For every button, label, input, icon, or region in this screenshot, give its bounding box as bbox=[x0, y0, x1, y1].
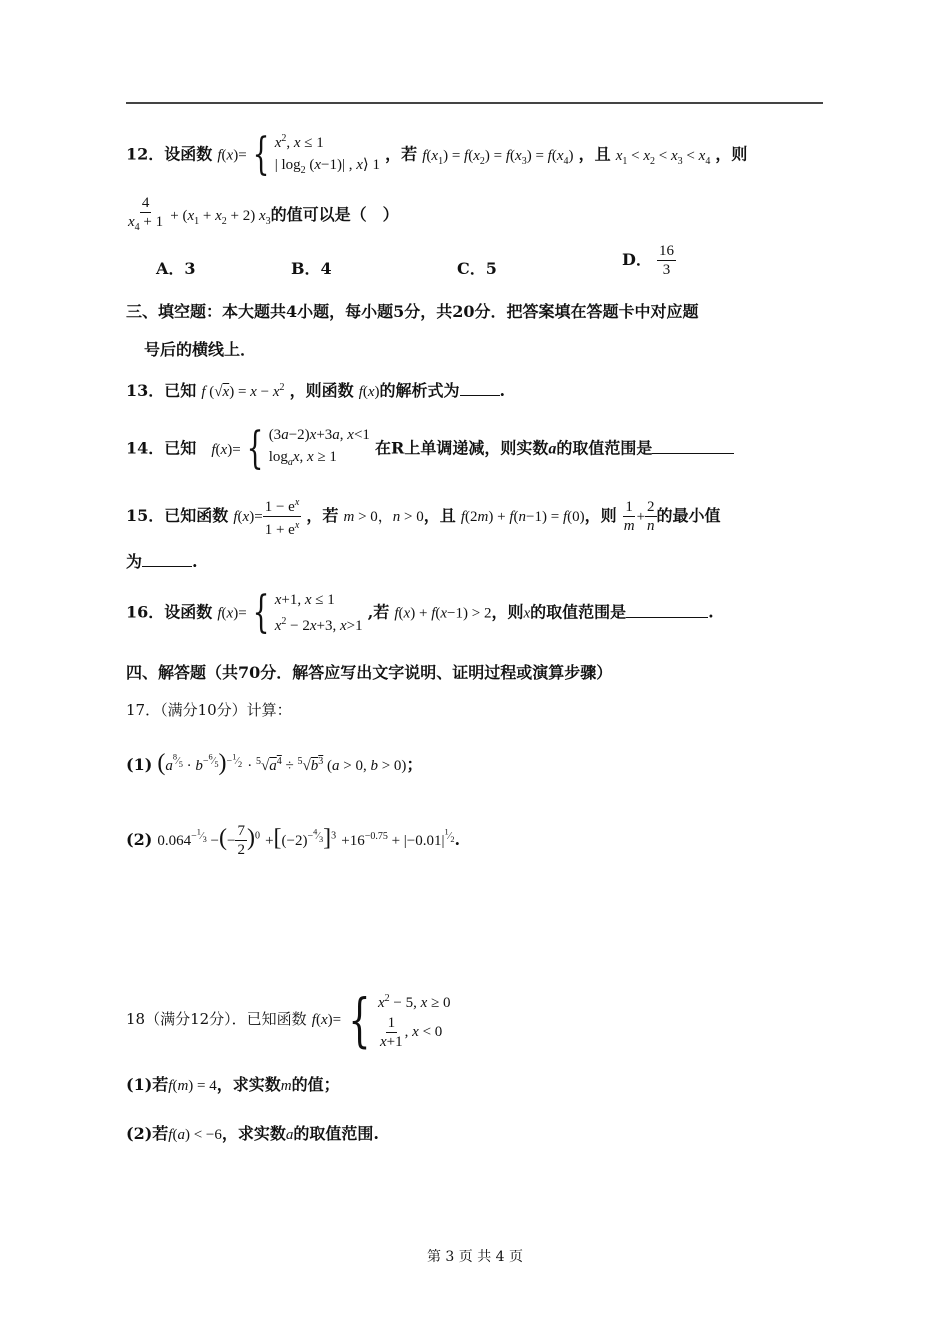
question-13: 13．已知 f $(√x) = x - x^2$ ，则函数 f(x)的解析式为 . bbox=[126, 381, 506, 400]
question-17-title: 17．（满分10分）计算： bbox=[126, 701, 292, 719]
option-b[interactable]: B．4 bbox=[291, 259, 332, 278]
question-12-expression: $\frac{4}{x_4 + 1}$ + $(x_1 + x_2 + 2)$ $x_3$的值可以是（ ） bbox=[126, 194, 399, 237]
option-d[interactable]: D． $\frac{16}{3}$ bbox=[622, 243, 674, 278]
fraction-16-over-3: $\frac{16}{3}$ bbox=[658, 243, 674, 278]
page-footer: 第 3 页 共 4 页 bbox=[426, 1249, 524, 1265]
answer-blank-16[interactable] bbox=[626, 603, 708, 618]
question-16: 16．设函数 f(x)= { x+1, x ≤ 1 $x^2 - 2x+3$, x>1 ,若 f(x) + f(x−1) > 2，则x的取值范围是 . bbox=[126, 587, 714, 638]
piecewise-function: x+1, x ≤ 1 $x^2 - 2x+3$, x>1 bbox=[274, 592, 363, 634]
question-18: 18（满分12分）．已知函数 f(x)= { $x^2 - 5$, x ≥ 0 $\frac{1}{x+1}$ , x < 0 bbox=[126, 985, 451, 1054]
piecewise-function: (3a−2)x+3a, x<1 $\log_ax$, x ≥ 1 bbox=[268, 427, 370, 468]
fraction-ex: $\frac{1 - e^x}{1 + e^x}$ bbox=[263, 494, 302, 539]
equal-values-condition: $f(x_1) = f(x_2) = f(x_3) = f(x_4)$ bbox=[422, 147, 574, 167]
section-4-heading: 四、解答题（共70分．解答应写出文字说明、证明过程或演算步骤） bbox=[126, 663, 613, 682]
section-3-heading-cont: 号后的横线上． bbox=[144, 340, 257, 359]
answer-blank-14[interactable] bbox=[652, 439, 734, 454]
question-17-part-2: (2) $0.064^{-^1⁄_3}$ −(− $\frac{7}{2}$ )$^0 +[(-2)^{-^4⁄_3}]^3 +16^{-0.75} + |-0.01|^{^1⁄_2}$. bbox=[126, 823, 461, 858]
answer-blank-15[interactable] bbox=[142, 552, 192, 567]
fraction-4-over-x4plus1: $\frac{4}{x_4 + 1}$ bbox=[128, 195, 164, 233]
question-12: 12．设函数 f(x)= { $x^2$, x ≤ 1 | $\log_2 (x-1)|$ , x⟩ 1 ，若 $f(x_1) = f(x_2) = f(x_3) = f(x_4)$ ，且 $x_1 < x_2 < x_3 < x_4$ ，则 bbox=[126, 129, 748, 180]
piecewise-function: $x^2$, x ≤ 1 | $\log_2 (x-1)|$ , x⟩ 1 bbox=[274, 133, 381, 176]
piecewise-function: $x^2 - 5$, x ≥ 0 $\frac{1}{x+1}$ , x < 0 bbox=[378, 993, 451, 1050]
header-rule bbox=[126, 102, 823, 104]
question-17-part-1: (1) $(a^{^8⁄_5} \cdot b^{-^6⁄_5})^{-^1⁄_2} \cdot ^5√a^4 \div ^5√b^3$ (a > 0, b > 0)； bbox=[126, 750, 423, 776]
section-3-heading: 三、填空题：本大题共4小题，每小题5分，共20分．把答案填在答题卡中对应题 bbox=[126, 302, 699, 321]
question-18-part-2: (2)若f(a) < −6，求实数a的取值范围. bbox=[126, 1124, 379, 1143]
order-condition: $x_1 < x_2 < x_3 < x_4$ bbox=[615, 147, 711, 167]
math-fx: f bbox=[217, 147, 222, 164]
question-15-cont: 为 . bbox=[126, 552, 198, 571]
question-15: 15．已知函数 f(x)= $\frac{1 - e^x}{1 + e^x}$ ，若 m > 0，n > 0，且 f(2m) + f(n−1) = f(0)，则 $\frac{1}{m}$ + $\frac{2}{n}$ 的最小值 bbox=[126, 494, 721, 539]
option-a[interactable]: A．3 bbox=[156, 259, 196, 278]
question-14: 14．已知 f(x)= { (3a−2)x+3a, x<1 $\log_ax$, x ≥ 1 在R上单调递减，则实数a的取值范围是 bbox=[126, 424, 734, 474]
question-18-part-1: (1)若f(m) = 4，求实数m的值； bbox=[126, 1075, 340, 1094]
option-c[interactable]: C．5 bbox=[457, 259, 497, 278]
answer-blank-13[interactable] bbox=[460, 381, 500, 396]
